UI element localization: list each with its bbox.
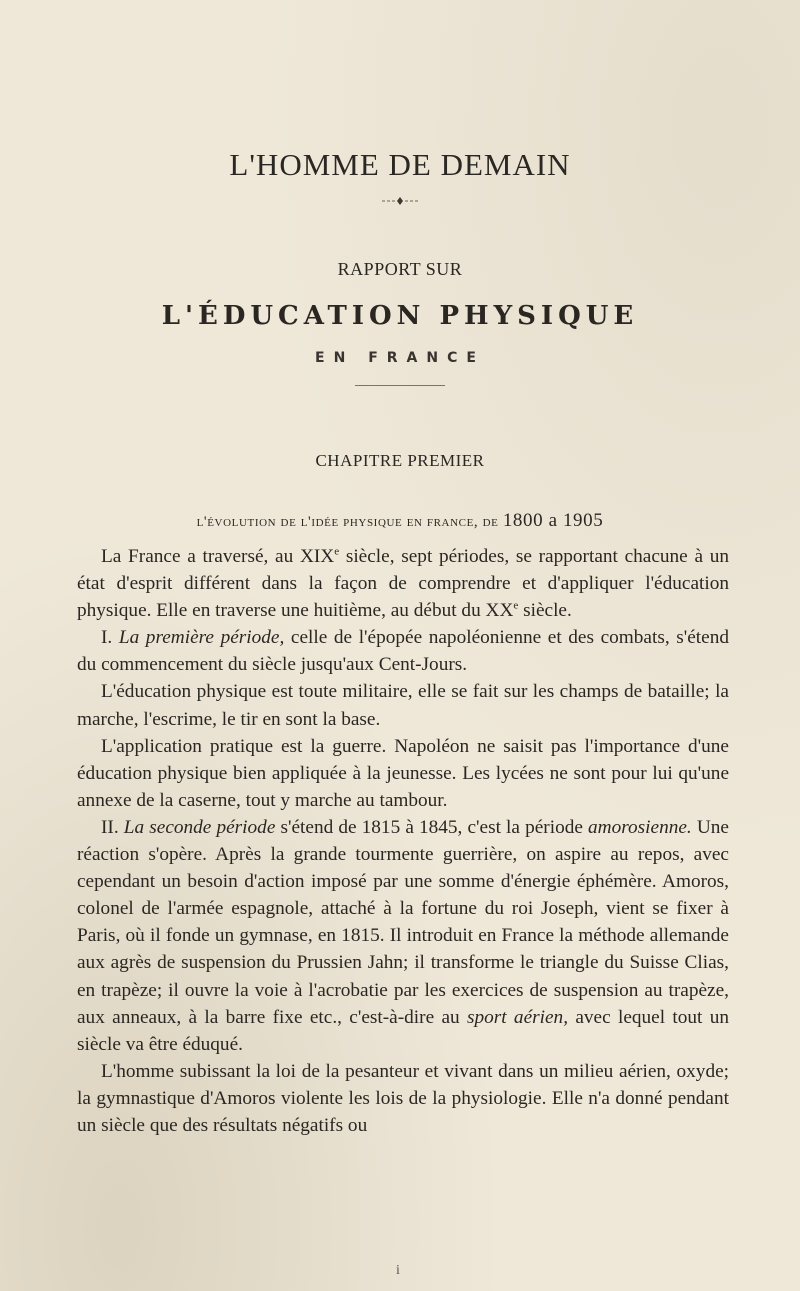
paragraph-1-text-a: La France a traversé, au XIX bbox=[101, 546, 335, 567]
country-line: EN FRANCE bbox=[315, 350, 485, 366]
superscript: e bbox=[334, 545, 340, 558]
paragraph-1 bbox=[77, 543, 729, 624]
paragraph-4: L'application pratique est la guerre. Napoléon ne saisit pas l'importance d'une éducation physique bien appliquée à la jeunesse. Les lycées ne sont pour lui qu'une annexe de la caserne, tout y marche au tambour. bbox=[77, 735, 729, 811]
paragraph-5-emphasis-1: La seconde période bbox=[123, 816, 276, 838]
subject-line: L'ÉDUCATION PHYSIQUE bbox=[161, 301, 639, 331]
chapter-subtitle-years: 1800 a 1905 bbox=[502, 510, 604, 531]
paragraph-3: L'éducation physique est toute militaire, elle se fait sur les champs de bataille; la marche, l'escrime, le tir en sont la base. bbox=[77, 681, 729, 730]
paragraph-5-emphasis-3: sport aérien, bbox=[466, 1006, 569, 1028]
ornament-divider bbox=[380, 196, 420, 206]
paragraph-5-text-b: Une réaction s'opère. Après la grande tourmente guerrière, on aspire au repos, avec cependant un besoin d'action imposé par une somme d'énergie éphémère. Amoros, colonel de l'armée espagnole, attaché à la fortune du roi Joseph, vient se fixer à Paris, où il fonde un gymnase, en 1815. Il introduit en France la méthode allemande aux agrès de suspension du Prussien Jahn; il transforme le triangle du Suisse Clias, en trapèze; il ouvre la voie à l'acrobatie par les exercices de suspension au trapèze, aux anneaux, à la barre fixe etc., c'est-à-dire au bbox=[77, 816, 729, 1028]
superscript: e bbox=[513, 599, 519, 612]
paragraph-2-number: I. bbox=[101, 627, 119, 649]
paragraph-2-text: celle de l'épopée napoléonienne et des combats, s'étend du commencement du siècle jusqu'aux Cent-Jours. bbox=[77, 627, 729, 676]
footer-mark: i bbox=[396, 1263, 400, 1278]
paragraph-5-text-a: s'étend de 1815 à 1845, c'est la période bbox=[275, 816, 589, 838]
chapter-title: CHAPITRE PREMIER bbox=[315, 451, 485, 470]
paragraph-2 bbox=[77, 624, 729, 678]
document-title: L'HOMME DE DEMAIN bbox=[229, 147, 571, 182]
section-rule bbox=[355, 385, 445, 386]
paragraph-5-emphasis-2: amorosienne. bbox=[588, 816, 692, 838]
body-text bbox=[77, 543, 729, 1139]
paragraph-5-text-c: avec lequel tout un siècle va être éduqué. bbox=[77, 1006, 729, 1055]
paragraph-1-text-b: siècle, sept périodes, se rapportant chacune à un état d'esprit différent dans la façon de comprendre et d'appliquer l'éducation physique. Elle en traverse une huitième, au début du XX bbox=[77, 546, 729, 622]
chapter-subtitle bbox=[0, 512, 800, 531]
report-line: RAPPORT SUR bbox=[337, 259, 463, 279]
paragraph-6: L'homme subissant la loi de la pesanteur et vivant dans un milieu aérien, oxyde; la gymnastique d'Amoros violente les lois de la physiologie. Elle n'a donné pendant un siècle que des résultats négatifs ou bbox=[77, 1060, 729, 1136]
chapter-subtitle-text: l'évolution de l'idée physique en france, de bbox=[196, 514, 503, 530]
paragraph-1-text-c: siècle. bbox=[518, 600, 572, 622]
paragraph-5-number: II. bbox=[101, 816, 124, 838]
paragraph-5 bbox=[77, 814, 729, 1058]
paragraph-2-emphasis: La première période, bbox=[118, 627, 285, 649]
